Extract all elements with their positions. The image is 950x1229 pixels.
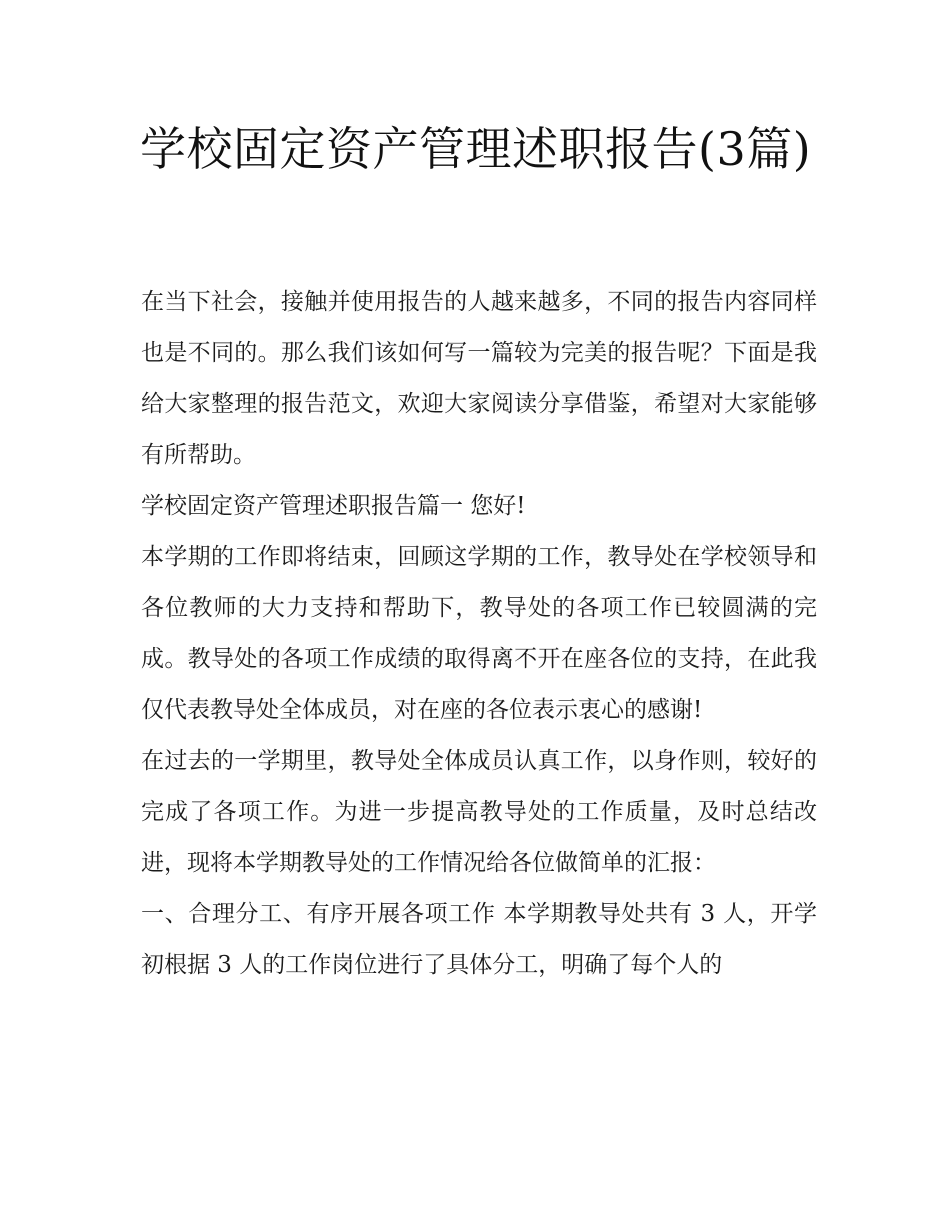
paragraph-intro: 在当下社会，接触并使用报告的人越来越多，不同的报告内容同样也是不同的。那么我们该如何写一篇较为完美的报告呢？下面是我给大家整理的报告范文，欢迎大家阅读分享借鉴，希望对大家能够有所帮助。 [141,289,817,468]
paragraph-summary: 在过去的一学期里，教导处全体成员认真工作，以身作则，较好的完成了各项工作。为进一步提高教导处的工作质量，及时总结改进，现将本学期教导处的工作情况给各位做简单的汇报： [141,748,817,876]
paragraph-section-heading: 学校固定资产管理述职报告篇一 您好! [141,493,526,519]
paragraph-review: 本学期的工作即将结束，回顾这学期的工作，教导处在学校领导和各位教师的大力支持和帮助下，教导处的各项工作已较圆满的完成。教导处的各项工作成绩的取得离不开在座各位的支持，在此我仅代表教导处全体成员，对在座的各位表示衷心的感谢! [141,544,817,723]
document-title: 学校固定资产管理述职报告(3篇) [140,122,812,176]
document-body [141,277,817,991]
paragraph-item-one: 一、合理分工、有序开展各项工作 本学期教导处共有 3 人，开学初根据 3 人的工作岗位进行了具体分工，明确了每个人的 [141,901,817,978]
